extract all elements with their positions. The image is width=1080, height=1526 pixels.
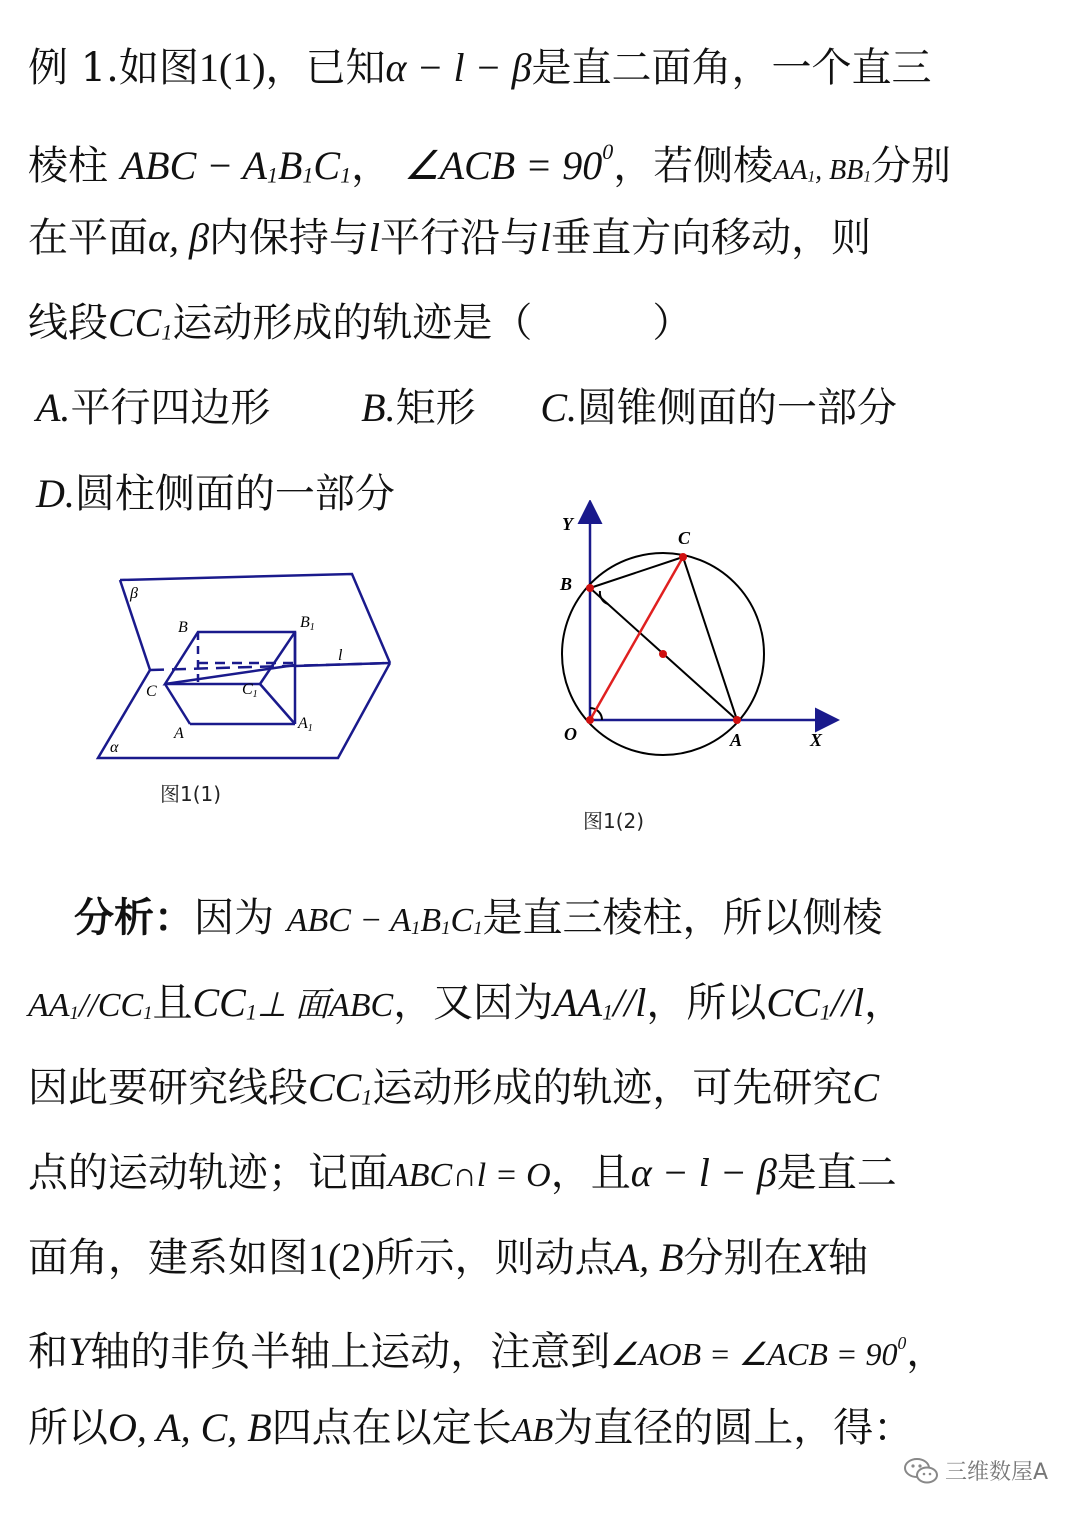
point-A xyxy=(733,716,741,724)
analysis-line-4: 点的运动轨迹；记面ABC∩l = O，且α − l − β是直二 xyxy=(28,1150,897,1196)
label-C: C xyxy=(146,683,157,700)
point-B xyxy=(586,584,594,592)
label-B1: B1 xyxy=(300,614,315,633)
analysis-line-5: 面角，建系如图1(2)所示，则动点A, B分别在X轴 xyxy=(28,1235,868,1281)
line-l xyxy=(295,663,390,666)
problem-line-1: 例 1.如图1(1)，已知α − l − β是直二面角，一个直三 xyxy=(28,45,932,91)
point-center xyxy=(659,650,667,658)
analysis-line-6: 和Y轴的非负半轴上运动，注意到∠AOB = ∠ACB = $90^0$， xyxy=(28,1328,947,1375)
label-O: O xyxy=(564,724,577,744)
label-Y: Y xyxy=(562,514,573,534)
option-b: B.矩形 xyxy=(361,385,476,431)
label-C: C xyxy=(678,528,691,548)
option-a: A.平行四边形 xyxy=(36,385,271,431)
plane-alpha-edge xyxy=(98,580,390,758)
label-B: B xyxy=(178,619,188,636)
label-X: X xyxy=(810,730,823,750)
wechat-icon xyxy=(903,1456,939,1486)
point-C xyxy=(679,553,687,561)
prism-top-face xyxy=(165,632,295,684)
option-d: D.圆柱侧面的一部分 xyxy=(36,471,395,517)
problem-line-2: 棱柱 ABC − $A_1B_1C_1$， ∠ACB = $90^0$，若侧棱$AA_1$, $BB_1$分别 xyxy=(28,139,952,189)
watermark-text: 三维数屋A xyxy=(944,1460,1048,1485)
label-beta: β xyxy=(130,585,138,602)
label-alpha: α xyxy=(110,739,119,756)
figure1-caption: 图1(1) xyxy=(160,782,222,806)
segment-OC xyxy=(590,557,683,720)
label-A: A xyxy=(174,725,184,742)
problem-line-3: 在平面α, β内保持与l平行沿与l垂直方向移动，则 xyxy=(28,215,872,261)
watermark xyxy=(903,1455,1048,1486)
options-line xyxy=(36,380,897,436)
label-A1: A1 xyxy=(298,715,313,734)
label-B: B xyxy=(560,574,573,594)
problem-line-4: 线段$CC_1$运动形成的轨迹是（ ） xyxy=(28,300,693,346)
label-l: l xyxy=(338,647,343,664)
figure2-caption: 图1(2) xyxy=(583,809,645,833)
label-C1: C1 xyxy=(242,681,258,700)
analysis-title: 分析： xyxy=(74,894,194,941)
option-c: C.圆锥侧面的一部分 xyxy=(540,385,897,431)
analysis-line-1: 分析：因为 ABC − $A_1B_1C_1$是直三棱柱，所以侧棱 xyxy=(74,894,883,941)
figure-dihedral-prism xyxy=(90,560,410,780)
analysis-line-3: 因此要研究线段$CC_1$运动形成的轨迹，可先研究C xyxy=(28,1065,880,1111)
plane-beta-edge xyxy=(120,574,390,663)
analysis-line-7: 所以O, A, C, B四点在以定长AB为直径的圆上，得： xyxy=(28,1405,914,1451)
analysis-line-2: $AA_1//CC_1$且$CC_1\perp$ 面ABC，又因为$AA_1//l$，所以$CC_1//l$， xyxy=(28,980,905,1026)
figure-circle-axes xyxy=(550,500,850,760)
label-A: A xyxy=(730,730,743,750)
point-O xyxy=(586,716,594,724)
